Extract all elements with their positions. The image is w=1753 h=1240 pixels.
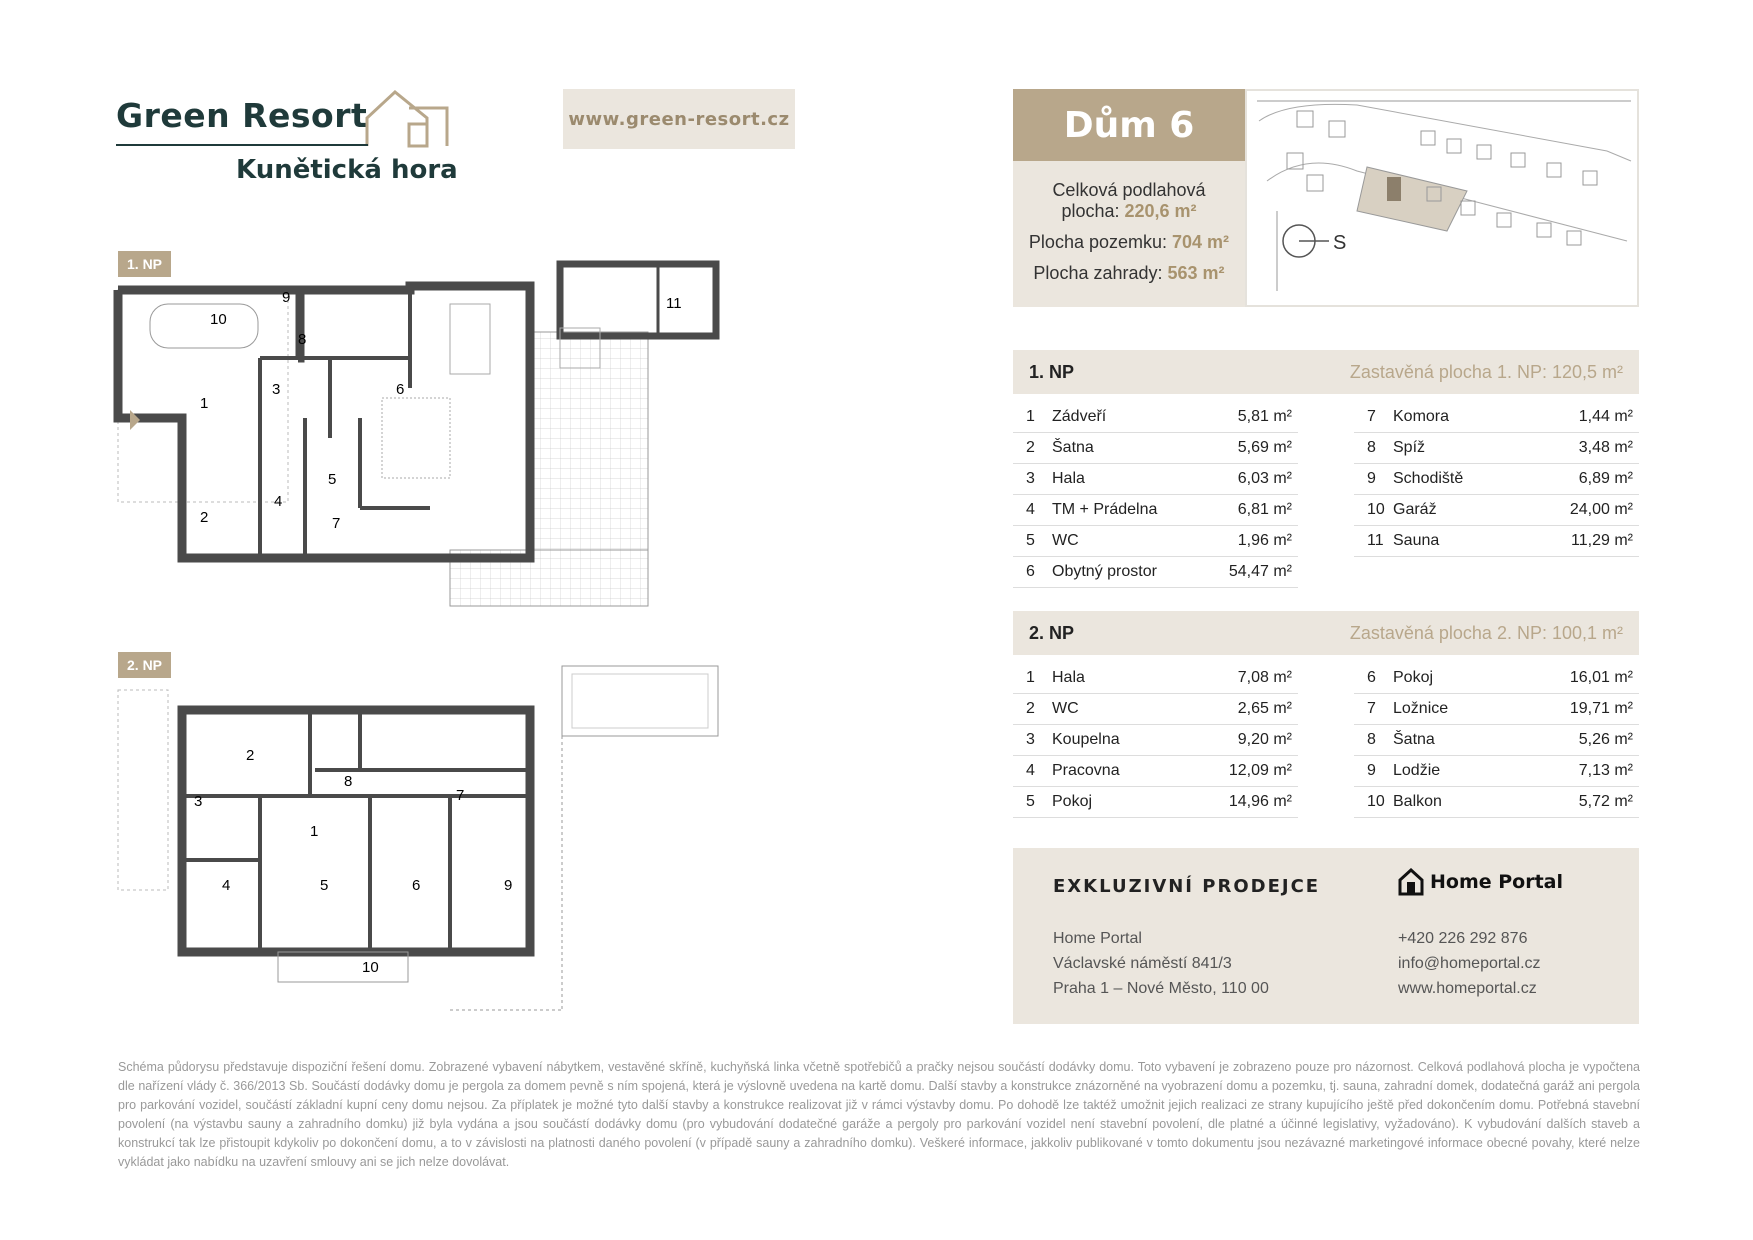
- room-area: 6,03 m²: [1237, 470, 1292, 487]
- room-area: 5,81 m²: [1237, 408, 1292, 425]
- table-row: [1013, 663, 1298, 694]
- floor2-label: 2. NP: [118, 652, 171, 678]
- np2-header-name: 2. NP: [1029, 622, 1075, 643]
- room-number: 9: [1367, 470, 1376, 487]
- floor1-room-5: 5: [328, 471, 337, 488]
- room-area: 7,08 m²: [1237, 669, 1292, 686]
- site-map-drawing: [1247, 91, 1637, 305]
- room-number: 8: [1367, 439, 1376, 456]
- room-name: Spíž: [1393, 439, 1426, 456]
- np1-table-left: [1013, 402, 1298, 588]
- np1-header-name: 1. NP: [1029, 361, 1075, 382]
- room-area: 6,81 m²: [1237, 501, 1292, 518]
- compass-label: S: [1333, 232, 1347, 254]
- floor2-room-1: 1: [310, 823, 319, 840]
- room-name: Hala: [1052, 669, 1085, 686]
- room-name: Ložnice: [1393, 700, 1449, 717]
- room-name: Šatna: [1052, 439, 1094, 456]
- table-row: [1354, 402, 1639, 433]
- contact-address: [1053, 926, 1269, 1001]
- room-area: 11,29 m²: [1571, 532, 1633, 549]
- np2-table-left: [1013, 663, 1298, 818]
- floor1-room-7: 7: [332, 515, 341, 532]
- room-name: TM + Prádelna: [1052, 501, 1158, 518]
- room-number: 1: [1026, 669, 1035, 686]
- garden-label: Plocha zahrady:: [1033, 263, 1163, 283]
- np1-built-area: Zastavěná plocha 1. NP: 120,5 m²: [1349, 361, 1623, 382]
- room-area: 1,44 m²: [1578, 408, 1633, 425]
- table-row: [1354, 526, 1639, 557]
- contact-title: EXKLUZIVNÍ PRODEJCE: [1053, 876, 1321, 897]
- room-number: 10: [1367, 501, 1385, 518]
- room-area: 24,00 m²: [1569, 501, 1633, 518]
- table-row: [1013, 433, 1298, 464]
- floor1-room-11: 11: [666, 295, 682, 312]
- room-name: Pokoj: [1052, 793, 1093, 810]
- table-row: [1013, 464, 1298, 495]
- room-area: 5,69 m²: [1237, 439, 1292, 456]
- table-row: [1013, 557, 1298, 588]
- room-area: 5,72 m²: [1578, 793, 1633, 810]
- website-box[interactable]: [563, 89, 795, 149]
- contact-phone[interactable]: +420 226 292 876: [1398, 930, 1528, 947]
- website-link[interactable]: www.green-resort.cz: [568, 108, 790, 130]
- floor2-room-2: 2: [246, 747, 255, 764]
- room-name: WC: [1052, 700, 1079, 717]
- room-number: 3: [1026, 731, 1035, 748]
- garden-value: 563 m²: [1167, 263, 1225, 283]
- room-number: 2: [1026, 439, 1035, 456]
- floor2-room-4: 4: [222, 877, 231, 894]
- contact-street: Václavské náměstí 841/3: [1053, 955, 1232, 972]
- contact-email[interactable]: info@homeportal.cz: [1398, 955, 1541, 972]
- room-number: 10: [1367, 793, 1385, 810]
- room-name: Obytný prostor: [1052, 563, 1157, 580]
- total-area-value: 220,6 m²: [1124, 201, 1197, 221]
- room-number: 5: [1026, 793, 1035, 810]
- table-row: [1013, 402, 1298, 433]
- floor2-room-3: 3: [194, 793, 203, 810]
- contact-details: [1398, 926, 1541, 1001]
- room-number: 7: [1367, 700, 1376, 717]
- room-number: 9: [1367, 762, 1376, 779]
- disclaimer: Schéma půdorysu představuje dispoziční řešení domu. Zobrazené vybavení nábytkem, vestavěné skříně, kuchyňská linka včetně spotřebičů a pračky nejsou součástí dodávky domu. Toto vybavení je zobrazeno pouze pro názornost. Celková podlahová plocha je vypočtena dle nařízení vlády č. 366/2013 Sb. Součástí dodávky domu je pergola za domem pevně s ním spojená, která je výslovně uvedena na kartě domu. Další stavby a konstrukce znázorněné na vyobrazení domu a pozemku, tj. sauna, zahradní domek, dodatečná garáž ani pergola pro parkování vozidel, součástí základní kupní ceny domu nejsou. Za příplatek je možné tyto další stavby a konstrukce realizovat již v rámci výstavby domu. Po dohodě lze taktéž umožnit jejich realizaci ze strany kupujícího ještě před dokončením domu. Potřebná stavební povolení (na výstavbu sauny a zahradního domku) již byla vydána a jsou součástí dodávky domu (pro vybudování dodatečné garáže a pergoly pro parkování vozidel není stavební povolení, dle platné a účinné legislativy, vyžadováno). K vybudování dalších staveb a konstrukcí tak lze přistoupit kdykoliv po dokončení domu, a to v závislosti na platnosti daného povolení (v případě sauny a zahradního domku). Veškeré informace, jakkoliv publikované v tomto dokumentu jsou nezávazné marketingové informace obecné povahy, které nelze vykládat jako nabídku na uzavření smlouvy ani se jich nelze dovolávat.: [118, 1060, 1640, 1169]
- floor1-room-9: 9: [282, 289, 291, 306]
- table-row: [1354, 787, 1639, 818]
- contact-city: Praha 1 – Nové Město, 110 00: [1053, 980, 1269, 997]
- contact-company: Home Portal: [1053, 930, 1142, 947]
- room-number: 6: [1026, 563, 1035, 580]
- np2-header: [1013, 611, 1639, 655]
- room-name: Hala: [1052, 470, 1085, 487]
- room-name: Sauna: [1393, 532, 1440, 549]
- room-name: Lodžie: [1393, 762, 1441, 779]
- table-row: [1013, 694, 1298, 725]
- table-row: [1013, 756, 1298, 787]
- room-name: Šatna: [1393, 731, 1435, 748]
- table-row: [1013, 495, 1298, 526]
- room-number: 8: [1367, 731, 1376, 748]
- floor1-room-1: 1: [200, 395, 209, 412]
- house-title-box: [1013, 89, 1245, 161]
- logo-house-icon: [365, 88, 449, 150]
- room-number: 1: [1026, 408, 1035, 425]
- home-portal-logo: [1398, 868, 1563, 896]
- floor2-room-8: 8: [344, 773, 353, 790]
- logo-underline: [116, 144, 368, 146]
- room-number: 5: [1026, 532, 1035, 549]
- home-portal-brand: Home Portal: [1430, 871, 1564, 893]
- table-row: [1354, 725, 1639, 756]
- house-title: Dům 6: [1063, 104, 1195, 146]
- room-name: Garáž: [1393, 501, 1437, 518]
- table-row: [1354, 756, 1639, 787]
- floor2-room-9: 9: [504, 877, 513, 894]
- room-area: 9,20 m²: [1237, 731, 1292, 748]
- table-row: [1354, 663, 1639, 694]
- np1-header: [1013, 350, 1639, 394]
- room-number: 6: [1367, 669, 1376, 686]
- np2-table-right: [1354, 663, 1639, 818]
- plot-value: 704 m²: [1172, 232, 1230, 252]
- room-area: 14,96 m²: [1228, 793, 1292, 810]
- house-info: [1013, 161, 1245, 307]
- contact-web[interactable]: www.homeportal.cz: [1398, 980, 1537, 997]
- table-row: [1013, 526, 1298, 557]
- room-number: 4: [1026, 762, 1035, 779]
- table-row: [1354, 694, 1639, 725]
- room-area: 6,89 m²: [1578, 470, 1633, 487]
- room-area: 12,09 m²: [1228, 762, 1292, 779]
- floor1-room-8: 8: [298, 331, 307, 348]
- floor1-label: 1. NP: [118, 251, 171, 277]
- room-name: Zádveří: [1052, 408, 1107, 425]
- room-name: Schodiště: [1393, 470, 1464, 487]
- np2-built-area: Zastavěná plocha 2. NP: 100,1 m²: [1349, 622, 1623, 643]
- room-name: WC: [1052, 532, 1079, 549]
- table-row: [1013, 725, 1298, 756]
- room-area: 1,96 m²: [1237, 532, 1292, 549]
- room-name: Koupelna: [1052, 731, 1120, 748]
- floor2-room-10: 10: [362, 959, 379, 976]
- total-area-label-1: Celková podlahová: [1052, 180, 1206, 200]
- floor2-room-7: 7: [456, 787, 465, 804]
- room-name: Pracovna: [1052, 762, 1120, 779]
- total-area-label-2: plocha:: [1061, 201, 1120, 221]
- floor1-room-4: 4: [274, 493, 283, 510]
- floor1-room-10: 10: [210, 311, 227, 328]
- room-area: 54,47 m²: [1228, 563, 1292, 580]
- floor2-room-6: 6: [412, 877, 421, 894]
- room-number: 11: [1367, 532, 1384, 549]
- plot-label: Plocha pozemku:: [1028, 232, 1167, 252]
- room-area: 5,26 m²: [1578, 731, 1633, 748]
- site-map: [1245, 89, 1639, 307]
- table-row: [1354, 464, 1639, 495]
- room-number: 3: [1026, 470, 1035, 487]
- room-area: 2,65 m²: [1237, 700, 1292, 717]
- table-row: [1354, 495, 1639, 526]
- logo-title: Green Resort: [116, 96, 368, 135]
- room-name: Pokoj: [1393, 669, 1434, 686]
- floor1-room-3: 3: [272, 381, 281, 398]
- floor1-plan: [110, 258, 730, 618]
- room-area: 19,71 m²: [1569, 700, 1633, 717]
- home-portal-icon: [1398, 868, 1424, 896]
- room-name: Komora: [1393, 408, 1450, 425]
- floor1-room-6: 6: [396, 381, 405, 398]
- logo-subtitle: Kunětická hora: [236, 155, 458, 185]
- room-area: 16,01 m²: [1569, 669, 1633, 686]
- table-row: [1354, 433, 1639, 464]
- room-name: Balkon: [1393, 793, 1442, 810]
- room-number: 7: [1367, 408, 1376, 425]
- floor1-room-2: 2: [200, 509, 209, 526]
- np1-table-right: [1354, 402, 1639, 557]
- room-area: 7,13 m²: [1578, 762, 1633, 779]
- table-row: [1013, 787, 1298, 818]
- floor2-plan: [110, 660, 730, 1020]
- room-area: 3,48 m²: [1578, 439, 1633, 456]
- floor2-room-5: 5: [320, 877, 329, 894]
- room-number: 4: [1026, 501, 1035, 518]
- room-number: 2: [1026, 700, 1035, 717]
